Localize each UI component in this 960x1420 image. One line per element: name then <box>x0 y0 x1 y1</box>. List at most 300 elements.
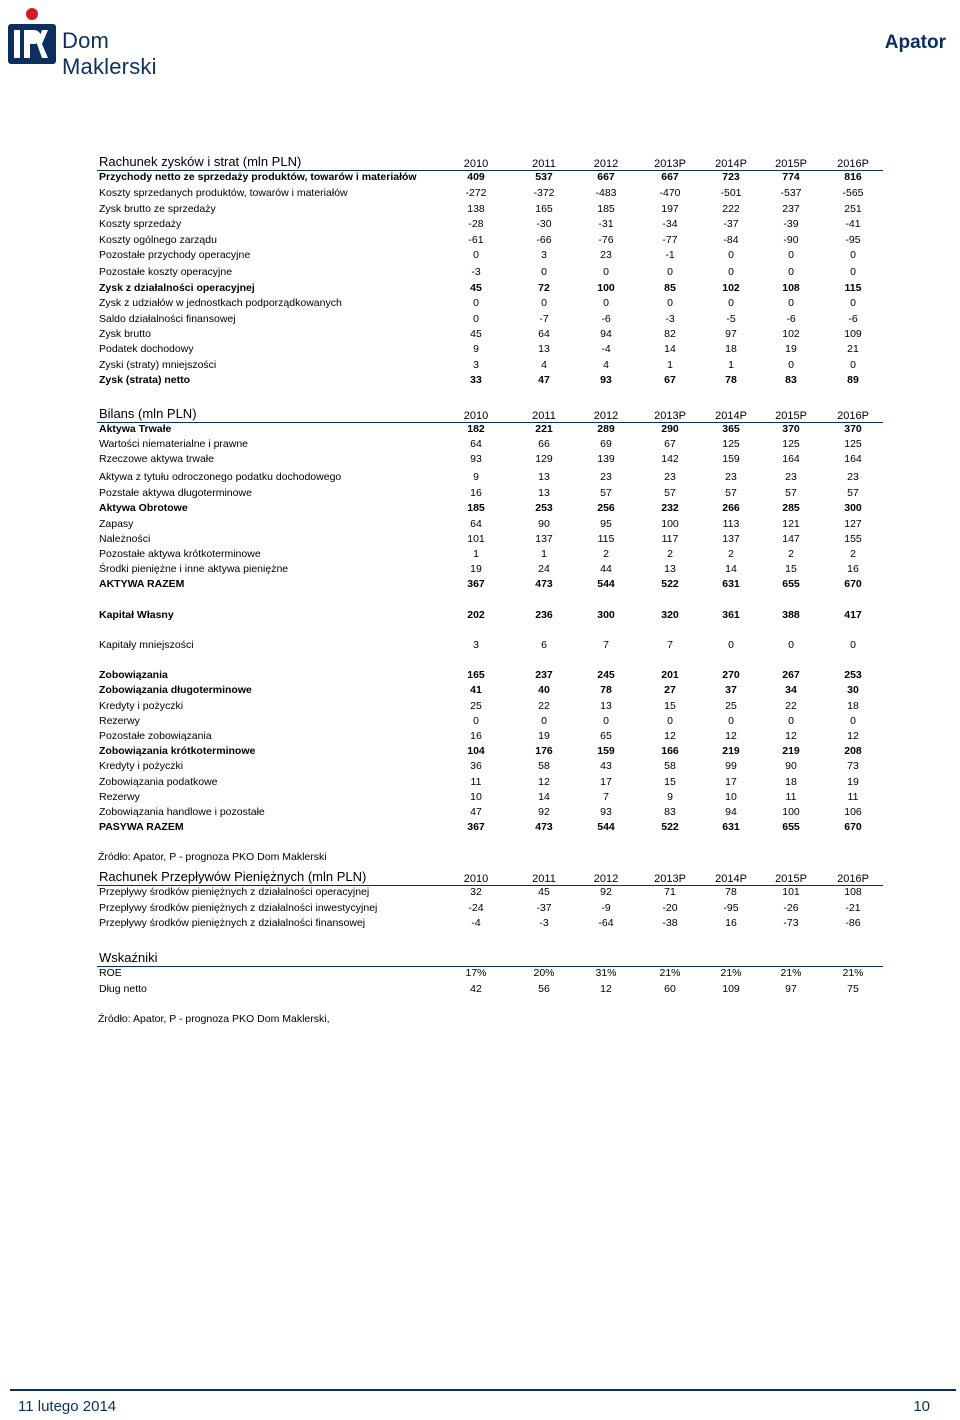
cell-value: 93 <box>600 806 612 818</box>
cell-value: 37 <box>725 684 737 696</box>
cell-value: 19 <box>470 563 482 575</box>
row-label: Zobowiązania <box>99 669 168 681</box>
cell-value: -86 <box>845 917 861 929</box>
row-label: Rezerwy <box>99 715 140 727</box>
cell-value: -565 <box>842 187 864 199</box>
cell-value: 0 <box>728 639 734 651</box>
cell-value: 7 <box>603 639 609 651</box>
cell-value: -26 <box>783 902 799 914</box>
cell-value: 12 <box>725 730 737 742</box>
cell-value: 13 <box>600 700 612 712</box>
cell-value: 0 <box>603 266 609 278</box>
year-header: 2011 <box>532 410 556 422</box>
cell-value: 100 <box>597 282 615 294</box>
row-label: Kapitał Własny <box>99 609 174 621</box>
cell-value: 0 <box>603 715 609 727</box>
cell-value: 36 <box>470 760 482 772</box>
cell-value: 361 <box>722 609 740 621</box>
cell-value: 522 <box>661 821 679 833</box>
cell-value: -3 <box>665 313 675 325</box>
row-label: Przepływy środków pieniężnych z działalności finansowej <box>99 917 366 929</box>
cell-value: 320 <box>661 609 679 621</box>
cell-value: 34 <box>785 684 797 696</box>
year-header: 2013P <box>654 158 686 170</box>
cell-value: 21% <box>842 967 864 979</box>
cell-value: 1 <box>473 548 479 560</box>
cell-value: -66 <box>536 234 552 246</box>
cell-value: 94 <box>600 328 612 340</box>
cell-value: -76 <box>598 234 614 246</box>
cell-value: 300 <box>844 502 862 514</box>
cell-value: 15 <box>664 776 676 788</box>
year-header: 2016P <box>837 158 869 170</box>
cell-value: -6 <box>601 313 611 325</box>
year-header: 2012 <box>593 410 619 422</box>
cell-value: 99 <box>725 760 737 772</box>
cell-value: 0 <box>850 359 856 371</box>
cell-value: 13 <box>538 471 550 483</box>
cell-value: 19 <box>538 730 550 742</box>
row-label: Pozostałe koszty operacyjne <box>99 266 233 278</box>
cell-value: 25 <box>725 700 737 712</box>
cell-value: 16 <box>847 563 859 575</box>
cell-value: 267 <box>782 669 800 681</box>
cell-value: 2 <box>850 548 856 560</box>
cell-value: 57 <box>725 487 737 499</box>
cell-value: 0 <box>728 715 734 727</box>
row-label: Rzeczowe aktywa trwałe <box>99 453 214 465</box>
cell-value: 1 <box>541 548 547 560</box>
cell-value: 0 <box>728 266 734 278</box>
cell-value: 164 <box>844 453 862 465</box>
cell-value: 138 <box>467 203 485 215</box>
row-label: ROE <box>99 967 122 979</box>
cell-value: 417 <box>844 609 862 621</box>
section-header <box>97 403 883 423</box>
cell-value: 115 <box>597 533 615 545</box>
cell-value: 0 <box>473 297 479 309</box>
row-label: Zysk brutto <box>99 328 151 340</box>
cell-value: 0 <box>541 297 547 309</box>
cell-value: 11 <box>847 791 859 803</box>
cell-value: 723 <box>722 171 740 183</box>
cell-value: 4 <box>541 359 547 371</box>
cell-value: -84 <box>723 234 739 246</box>
cell-value: 92 <box>538 806 550 818</box>
year-header: 2010 <box>463 873 489 885</box>
cell-value: 9 <box>473 471 479 483</box>
cell-value: 0 <box>850 249 856 261</box>
cell-value: -272 <box>465 187 487 199</box>
cell-value: 0 <box>473 249 479 261</box>
cell-value: 266 <box>722 502 740 514</box>
cell-value: 115 <box>844 282 862 294</box>
cell-value: 101 <box>467 533 485 545</box>
cashflow-table <box>97 866 883 929</box>
cell-value: 93 <box>600 374 612 386</box>
cell-value: 0 <box>850 639 856 651</box>
row-label: Zobowiązania podatkowe <box>99 776 218 788</box>
cell-value: 0 <box>850 266 856 278</box>
row-label: Kapitały mniejszości <box>99 639 194 651</box>
cell-value: -3 <box>471 266 481 278</box>
row-label: Środki pieniężne i inne aktywa pieniężne <box>99 563 289 575</box>
cell-value: 655 <box>782 821 800 833</box>
cell-value: 90 <box>538 518 550 530</box>
income-statement-table <box>97 151 883 386</box>
cell-value: 197 <box>661 203 679 215</box>
cell-value: 43 <box>600 760 612 772</box>
section-title: Rachunek zysków i strat (mln PLN) <box>99 154 302 169</box>
cell-value: 83 <box>785 374 797 386</box>
cell-value: 12 <box>664 730 676 742</box>
cell-value: 670 <box>844 578 862 590</box>
cell-value: -9 <box>601 902 611 914</box>
cell-value: 82 <box>664 328 676 340</box>
cell-value: 0 <box>850 715 856 727</box>
cell-value: 41 <box>470 684 482 696</box>
cell-value: 0 <box>788 359 794 371</box>
cell-value: 102 <box>782 328 800 340</box>
cell-value: 64 <box>538 328 550 340</box>
cell-value: 23 <box>600 471 612 483</box>
cell-value: 290 <box>661 423 679 435</box>
ratios-table <box>97 947 883 995</box>
cell-value: 57 <box>847 487 859 499</box>
cell-value: 16 <box>725 917 737 929</box>
cell-value: 0 <box>667 297 673 309</box>
cell-value: 67 <box>664 438 676 450</box>
cell-value: -61 <box>468 234 484 246</box>
cell-value: 65 <box>600 730 612 742</box>
cell-value: 245 <box>597 669 615 681</box>
row-label: Zobowiązania krótkoterminowe <box>99 745 256 757</box>
cell-value: -64 <box>598 917 614 929</box>
year-headers <box>97 151 883 170</box>
cell-value: -7 <box>539 313 549 325</box>
year-header: 2011 <box>532 158 556 170</box>
cell-value: 537 <box>535 171 553 183</box>
row-label: Zysk z udziałów w jednostkach podporządkowanych <box>99 297 342 309</box>
cell-value: 159 <box>722 453 740 465</box>
row-label: Zapasy <box>99 518 134 530</box>
cell-value: 19 <box>785 343 797 355</box>
row-label: Dług netto <box>99 983 147 995</box>
cell-value: 367 <box>467 821 485 833</box>
cell-value: 125 <box>782 438 800 450</box>
cell-value: 57 <box>664 487 676 499</box>
cell-value: -39 <box>783 218 799 230</box>
cell-value: 32 <box>470 886 482 898</box>
cell-value: -77 <box>662 234 678 246</box>
cell-value: 251 <box>844 203 862 215</box>
year-header: 2016P <box>837 410 869 422</box>
cell-value: 0 <box>788 715 794 727</box>
cell-value: 0 <box>541 715 547 727</box>
cell-value: 473 <box>535 578 553 590</box>
cell-value: 473 <box>535 821 553 833</box>
cell-value: 0 <box>728 249 734 261</box>
cell-value: 22 <box>538 700 550 712</box>
footer-divider <box>10 1389 956 1391</box>
cell-value: 102 <box>722 282 740 294</box>
cell-value: 370 <box>844 423 862 435</box>
section-title: Wskaźniki <box>99 950 158 965</box>
cell-value: 0 <box>728 297 734 309</box>
year-header: 2016P <box>837 873 869 885</box>
cell-value: 58 <box>664 760 676 772</box>
cell-value: 66 <box>538 438 550 450</box>
cell-value: 23 <box>664 471 676 483</box>
year-header: 2010 <box>463 158 489 170</box>
cell-value: 285 <box>782 502 800 514</box>
cell-value: 544 <box>597 578 615 590</box>
cell-value: 667 <box>597 171 615 183</box>
cell-value: 27 <box>664 684 676 696</box>
cell-value: 117 <box>661 533 679 545</box>
cell-value: 15 <box>664 700 676 712</box>
row-label: Przepływy środków pieniężnych z działalności inwestycyjnej <box>99 902 378 914</box>
row-label: Zysk brutto ze sprzedaży <box>99 203 216 215</box>
pko-logo-icon <box>6 4 58 68</box>
cell-value: 0 <box>788 297 794 309</box>
year-header: 2012 <box>593 158 619 170</box>
cell-value: 47 <box>538 374 550 386</box>
cell-value: 0 <box>850 297 856 309</box>
cell-value: 0 <box>473 715 479 727</box>
cell-value: 0 <box>788 249 794 261</box>
cell-value: -21 <box>845 902 861 914</box>
cell-value: 25 <box>470 700 482 712</box>
cell-value: 185 <box>597 203 615 215</box>
cell-value: 90 <box>785 760 797 772</box>
cell-value: 253 <box>535 502 553 514</box>
cell-value: 0 <box>541 266 547 278</box>
cell-value: -537 <box>780 187 802 199</box>
cell-value: 544 <box>597 821 615 833</box>
row-label: Pozostałe przychody operacyjne <box>99 249 251 261</box>
row-label: Zysk z działalności operacyjnej <box>99 282 255 294</box>
cell-value: 60 <box>664 983 676 995</box>
cell-value: 12 <box>847 730 859 742</box>
row-label: Zobowiązania długoterminowe <box>99 684 252 696</box>
cell-value: -372 <box>533 187 555 199</box>
row-label: Przepływy środków pieniężnych z działalności operacyjnej <box>99 886 370 898</box>
cell-value: 3 <box>541 249 547 261</box>
cell-value: -31 <box>598 218 614 230</box>
row-label: Zobowiązania handlowe i pozostałe <box>99 806 265 818</box>
row-label: Aktywa z tytułu odroczonego podatku dochodowego <box>99 471 342 483</box>
cell-value: 78 <box>725 374 737 386</box>
cell-value: 121 <box>782 518 800 530</box>
cell-value: 104 <box>467 745 485 757</box>
row-label: Saldo działalności finansowej <box>99 313 236 325</box>
cell-value: -3 <box>539 917 549 929</box>
cell-value: 222 <box>722 203 740 215</box>
cell-value: 185 <box>467 502 485 514</box>
cell-value: 78 <box>725 886 737 898</box>
year-header: 2014P <box>715 410 747 422</box>
cell-value: 1 <box>728 359 734 371</box>
row-label: Zyski (straty) mniejszości <box>99 359 217 371</box>
cell-value: 21% <box>780 967 802 979</box>
year-header: 2014P <box>715 873 747 885</box>
cell-value: -4 <box>471 917 481 929</box>
cell-value: 14 <box>538 791 550 803</box>
cell-value: 137 <box>722 533 740 545</box>
cell-value: 20% <box>533 967 555 979</box>
cell-value: 0 <box>667 715 673 727</box>
section-header <box>97 151 883 171</box>
year-header: 2011 <box>532 873 556 885</box>
pko-logo <box>6 4 206 79</box>
cell-value: -37 <box>536 902 552 914</box>
cell-value: 22 <box>785 700 797 712</box>
cell-value: 0 <box>788 639 794 651</box>
year-header: 2013P <box>654 410 686 422</box>
row-label: Kredyty i pożyczki <box>99 700 184 712</box>
row-label: Koszty ogólnego zarządu <box>99 234 217 246</box>
cell-value: 64 <box>470 438 482 450</box>
row-label: Należności <box>99 533 151 545</box>
cell-value: 667 <box>661 171 679 183</box>
cell-value: 0 <box>603 297 609 309</box>
cell-value: 2 <box>603 548 609 560</box>
cell-value: 176 <box>535 745 553 757</box>
cell-value: 0 <box>667 266 673 278</box>
cell-value: 6 <box>541 639 547 651</box>
cell-value: 72 <box>538 282 550 294</box>
cell-value: 109 <box>722 983 740 995</box>
cell-value: 13 <box>664 563 676 575</box>
cell-value: 3 <box>473 639 479 651</box>
cell-value: 57 <box>785 487 797 499</box>
cell-value: 45 <box>470 328 482 340</box>
cell-value: -34 <box>662 218 678 230</box>
cell-value: 40 <box>538 684 550 696</box>
company-name: Apator <box>884 32 946 53</box>
cell-value: 127 <box>844 518 862 530</box>
row-label: Zysk (strata) netto <box>99 374 191 386</box>
cell-value: 0 <box>473 313 479 325</box>
cell-value: 23 <box>847 471 859 483</box>
cell-value: 93 <box>470 453 482 465</box>
cell-value: 237 <box>782 203 800 215</box>
cell-value: 94 <box>725 806 737 818</box>
cell-value: 11 <box>470 776 482 788</box>
cell-value: 17 <box>725 776 737 788</box>
cell-value: 23 <box>785 471 797 483</box>
cell-value: 14 <box>664 343 676 355</box>
section-header <box>97 947 883 967</box>
cell-value: 67 <box>664 374 676 386</box>
cell-value: 18 <box>847 700 859 712</box>
cell-value: 12 <box>600 983 612 995</box>
cell-value: 165 <box>535 203 553 215</box>
cell-value: 2 <box>728 548 734 560</box>
cell-value: 388 <box>782 609 800 621</box>
cell-value: 10 <box>470 791 482 803</box>
row-label: Przychody netto ze sprzedaży produktów, towarów i materiałów <box>99 171 417 183</box>
cell-value: -73 <box>783 917 799 929</box>
cell-value: 219 <box>722 745 740 757</box>
cell-value: 47 <box>470 806 482 818</box>
cell-value: 24 <box>538 563 550 575</box>
source-note: Źródło: Apator, P - prognoza PKO Dom Maklerski <box>98 851 327 863</box>
cell-value: 23 <box>600 249 612 261</box>
cell-value: -90 <box>783 234 799 246</box>
cell-value: 10 <box>725 791 737 803</box>
cell-value: -95 <box>723 902 739 914</box>
cell-value: 365 <box>722 423 740 435</box>
cell-value: 370 <box>782 423 800 435</box>
cell-value: 221 <box>535 423 553 435</box>
cell-value: 95 <box>600 518 612 530</box>
year-headers <box>97 866 883 885</box>
cell-value: 236 <box>535 609 553 621</box>
row-label: Rezerwy <box>99 791 140 803</box>
cell-value: 7 <box>667 639 673 651</box>
cell-value: 2 <box>667 548 673 560</box>
cell-value: 774 <box>782 171 800 183</box>
cell-value: 147 <box>782 533 800 545</box>
footer-date: 11 lutego 2014 <box>18 1398 117 1415</box>
cell-value: 2 <box>788 548 794 560</box>
cell-value: 139 <box>597 453 615 465</box>
cell-value: 23 <box>725 471 737 483</box>
cell-value: 92 <box>600 886 612 898</box>
cell-value: 16 <box>470 487 482 499</box>
balance-sheet-table <box>97 403 883 833</box>
row-label: Pozostałe zobowiązania <box>99 730 212 742</box>
cell-value: 289 <box>597 423 615 435</box>
source-note-2: Źródło: Apator, P - prognoza PKO Dom Maklerski, <box>98 1013 330 1025</box>
cell-value: 208 <box>844 745 862 757</box>
cell-value: -30 <box>536 218 552 230</box>
cell-value: 522 <box>661 578 679 590</box>
cell-value: 75 <box>847 983 859 995</box>
cell-value: 159 <box>597 745 615 757</box>
cell-value: 300 <box>597 609 615 621</box>
year-header: 2015P <box>775 873 807 885</box>
row-label: Aktywa Trwałe <box>99 423 172 435</box>
cell-value: 30 <box>847 684 859 696</box>
cell-value: 17% <box>465 967 487 979</box>
cell-value: 89 <box>847 374 859 386</box>
cell-value: 202 <box>467 609 485 621</box>
cell-value: 83 <box>664 806 676 818</box>
cell-value: 44 <box>600 563 612 575</box>
cell-value: 109 <box>844 328 862 340</box>
cell-value: 18 <box>725 343 737 355</box>
cell-value: -6 <box>786 313 796 325</box>
cell-value: 100 <box>661 518 679 530</box>
year-header: 2015P <box>775 410 807 422</box>
cell-value: 1 <box>667 359 673 371</box>
row-label: Aktywa Obrotowe <box>99 502 188 514</box>
cell-value: 367 <box>467 578 485 590</box>
cell-value: 108 <box>782 282 800 294</box>
cell-value: -1 <box>665 249 675 261</box>
cell-value: 4 <box>603 359 609 371</box>
cell-value: 201 <box>661 669 679 681</box>
cell-value: 125 <box>722 438 740 450</box>
cell-value: 21 <box>847 343 859 355</box>
cell-value: -20 <box>662 902 678 914</box>
cell-value: 18 <box>785 776 797 788</box>
cell-value: 58 <box>538 760 550 772</box>
year-header: 2012 <box>593 873 619 885</box>
